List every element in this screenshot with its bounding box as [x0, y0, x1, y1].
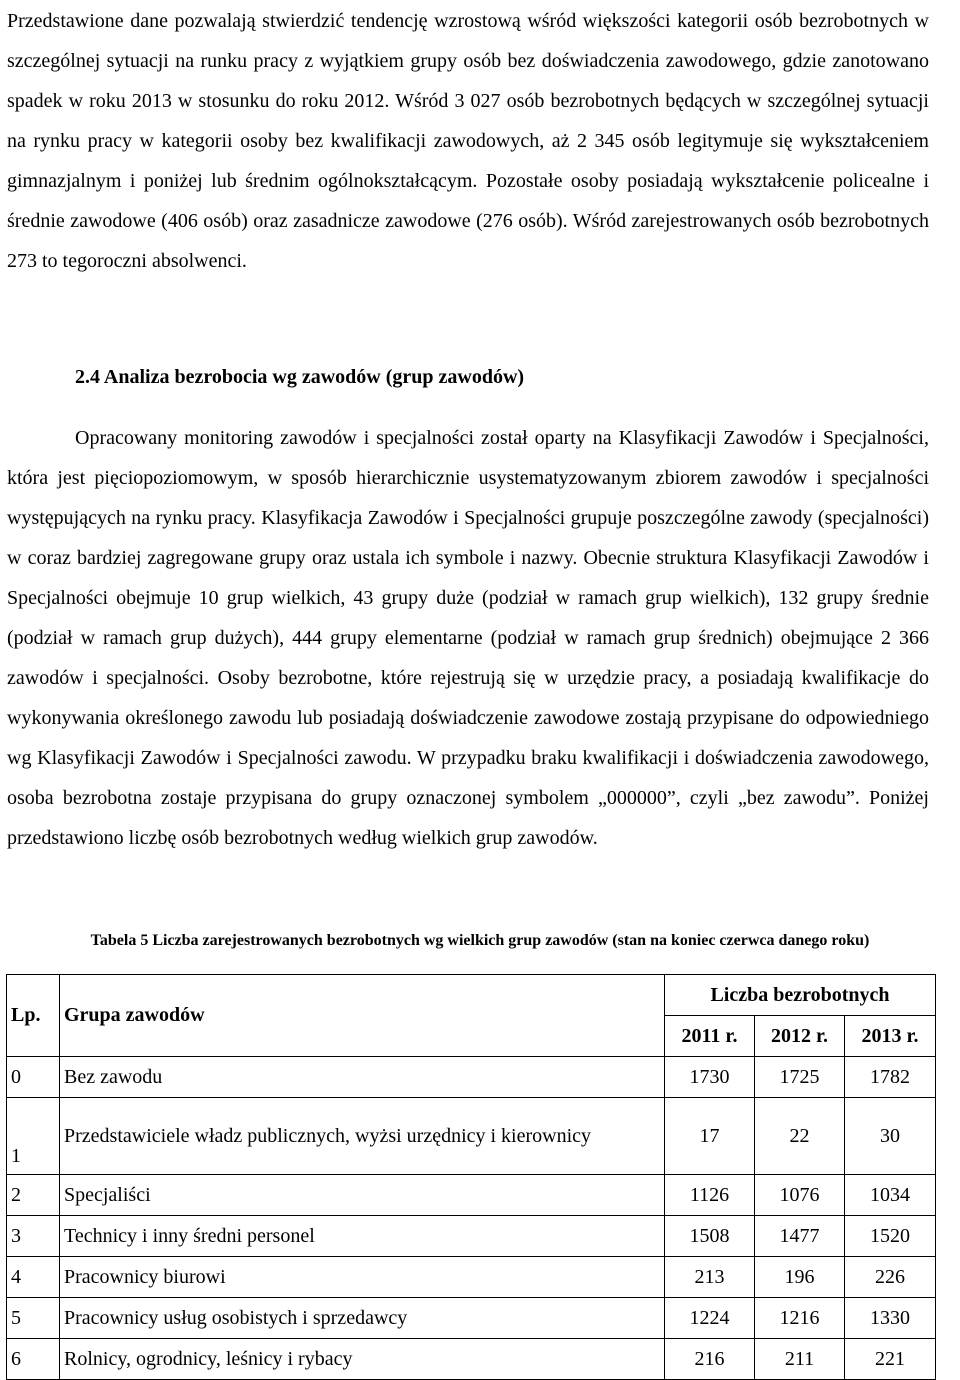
cell-2012: 1076 [755, 1175, 845, 1216]
header-lp: Lp. [7, 975, 60, 1057]
cell-group-name: Bez zawodu [60, 1057, 665, 1098]
table-row [7, 1098, 936, 1175]
header-count: Liczba bezrobotnych [665, 975, 936, 1016]
cell-group-name: Rolnicy, ogrodnicy, leśnicy i rybacy [60, 1339, 665, 1380]
cell-group-name: Pracownicy biurowi [60, 1257, 665, 1298]
cell-2013: 221 [845, 1339, 936, 1380]
cell-2011: 1126 [665, 1175, 755, 1216]
cell-2013: 226 [845, 1257, 936, 1298]
cell-group-name: Specjaliści [60, 1175, 665, 1216]
cell-2013: 1520 [845, 1216, 936, 1257]
cell-lp: 2 [7, 1175, 60, 1216]
table-row [7, 1339, 936, 1380]
table-caption: Tabela 5 Liczba zarejestrowanych bezrobotnych wg wielkich grup zawodów (stan na koniec czerwca danego roku) [90, 932, 870, 949]
cell-2011: 213 [665, 1257, 755, 1298]
cell-lp: 4 [7, 1257, 60, 1298]
cell-lp: 3 [7, 1216, 60, 1257]
cell-2012: 22 [755, 1098, 845, 1175]
table-row [7, 1057, 936, 1098]
cell-2011: 1730 [665, 1057, 755, 1098]
cell-lp: 0 [7, 1057, 60, 1098]
cell-2012: 1477 [755, 1216, 845, 1257]
cell-2013: 1330 [845, 1298, 936, 1339]
cell-2012: 1216 [755, 1298, 845, 1339]
cell-2013: 1034 [845, 1175, 936, 1216]
cell-lp: 6 [7, 1339, 60, 1380]
cell-group-name: Technicy i inny średni personel [60, 1216, 665, 1257]
table-row [7, 1216, 936, 1257]
table-row [7, 1298, 936, 1339]
paragraph-occupation-classification: Opracowany monitoring zawodów i specjalności został oparty na Klasyfikacji Zawodów i Specjalności, która jest pięciopoziomowym, w sposób hierarchicznie usystematyzowanym zbiorem zawodów i specjalności występujących na rynku pracy. Klasyfikacja Zawodów i Specjalności grupuje poszczególne zawody (specjalności) w coraz bardziej zagregowane grupy oraz ustala ich symbole i nazwy. Obecnie struktura Klasyfikacji Zawodów i Specjalności obejmuje 10 grup wielkich, 43 grupy duże (podział w ramach grup wielkich), 132 grupy średnie (podział w ramach grup dużych), 444 grupy elementarne (podział w ramach grup średnich) obejmujące 2 366 zawodów i specjalności. Osoby bezrobotne, które rejestrują się w urzędzie pracy, a posiadają kwalifikacje do wykonywania określonego zawodu lub posiadają doświadczenie zawodowe zostają przypisane do odpowiedniego wg Klasyfikacji Zawodów i Specjalności zawodu. W przypadku braku kwalifikacji i doświadczenia zawodowego, osoba bezrobotna zostaje przypisana do grupy oznaczonej symbolem „000000”, czyli „bez zawodu”. Poniżej przedstawiono liczbę osób bezrobotnych według wielkich grup zawodów. [7, 427, 929, 849]
cell-group-name: Pracownicy usług osobistych i sprzedawcy [60, 1298, 665, 1339]
cell-2012: 1725 [755, 1057, 845, 1098]
cell-2011: 216 [665, 1339, 755, 1380]
header-year-2011: 2011 r. [665, 1016, 755, 1057]
section-heading: 2.4 Analiza bezrobocia wg zawodów (grup zawodów) [75, 366, 525, 388]
header-year-2013: 2013 r. [845, 1016, 936, 1057]
paragraph-unemployment-special-situation: Przedstawione dane pozwalają stwierdzić tendencję wzrostową wśród większości kategorii osób bezrobotnych w szczególnej sytuacji na runku pracy z wyjątkiem grupy osób bez doświadczenia zawodowego, gdzie zanotowano spadek w roku 2013 w stosunku do roku 2012. Wśród 3 027 osób bezrobotnych będących w szczególnej sytuacji na rynku pracy w kategorii osoby bez kwalifikacji zawodowych, aż 2 345 osób legitymuje się wykształceniem gimnazjalnym i poniżej lub średnim ogólnokształcącym. Pozostałe osoby posiadają wykształcenie policealne i średnie zawodowe (406 osób) oraz zasadnicze zawodowe (276 osób). Wśród zarejestrowanych osób bezrobotnych 273 to tegoroczni absolwenci. [7, 10, 929, 272]
header-group: Grupa zawodów [60, 975, 665, 1057]
cell-lp: 1 [7, 1098, 60, 1175]
header-year-2012: 2012 r. [755, 1016, 845, 1057]
table-row [7, 1175, 936, 1216]
table-row [7, 1257, 936, 1298]
cell-2011: 1224 [665, 1298, 755, 1339]
cell-2013: 30 [845, 1098, 936, 1175]
cell-2012: 211 [755, 1339, 845, 1380]
cell-2011: 17 [665, 1098, 755, 1175]
cell-2011: 1508 [665, 1216, 755, 1257]
cell-2012: 196 [755, 1257, 845, 1298]
unemployed-by-occupation-table [6, 974, 936, 1380]
cell-2013: 1782 [845, 1057, 936, 1098]
cell-lp: 5 [7, 1298, 60, 1339]
cell-group-name: Przedstawiciele władz publicznych, wyżsi urzędnicy i kierownicy [60, 1098, 665, 1175]
table-header-row [7, 975, 936, 1016]
